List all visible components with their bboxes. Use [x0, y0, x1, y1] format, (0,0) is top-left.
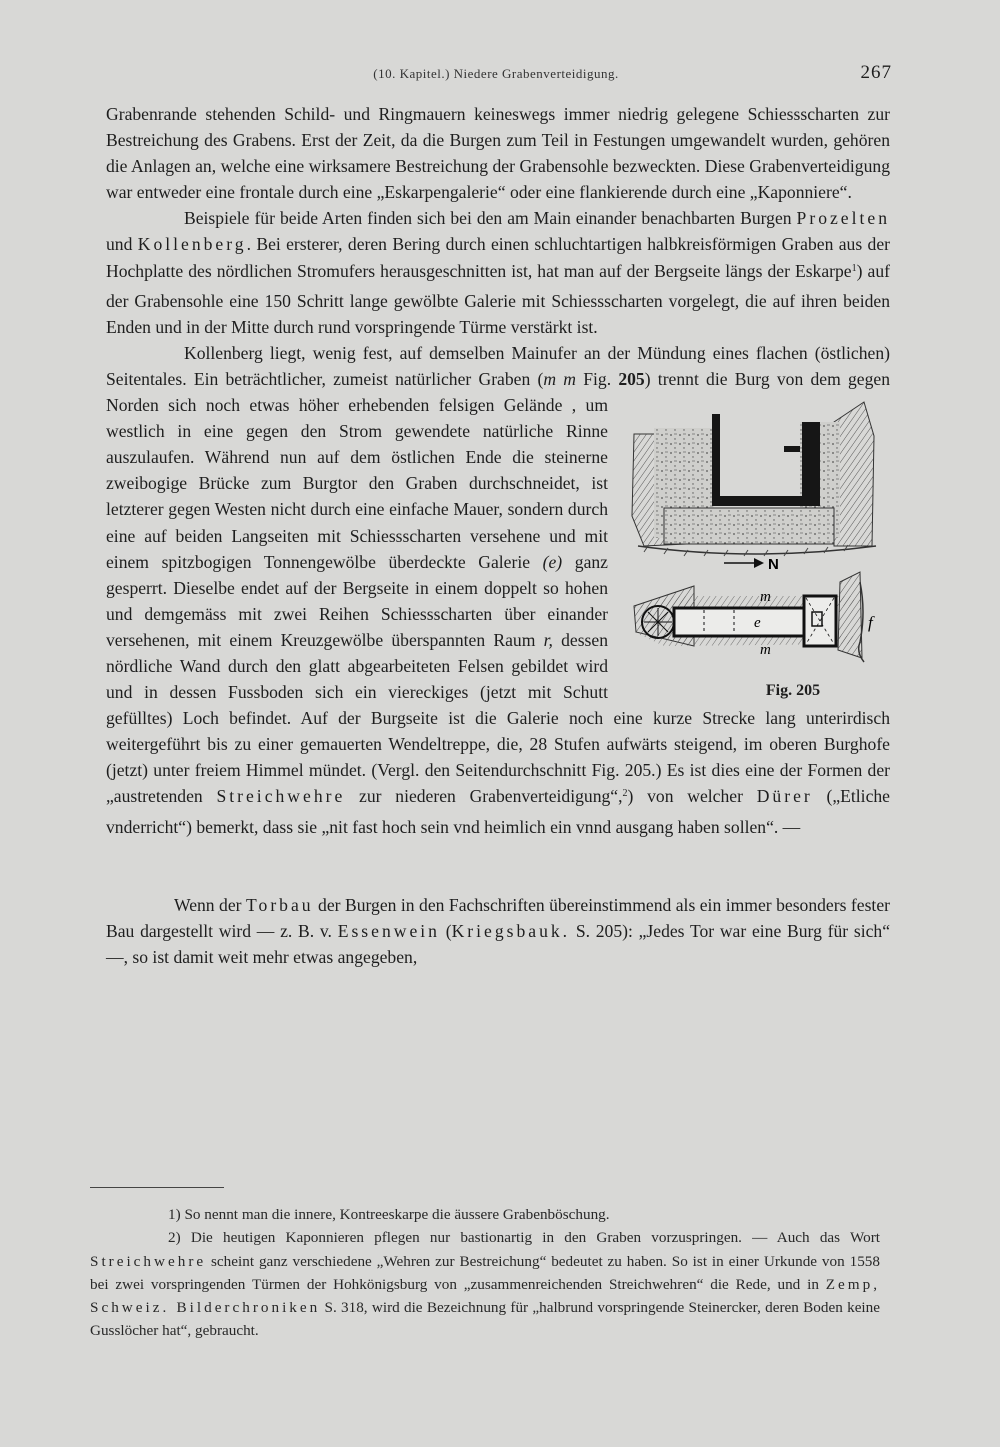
name-kollenberg: Kollenberg — [137, 234, 247, 255]
paragraph-1: Grabenrande stehenden Schild- und Ringmauern keineswegs immer niedrig gelegene Schiessscharten zur Bestreichung des Grabens. Erst der Zeit, da die Burgen zum Teil in Festungen umgewandelt wurden, gehören die Anlagen an, welche eine wirksamere Bestreichung der Grabensohle bezweckten. Diese Grabenverteidigung war entweder eine frontale durch eine „Eskarpengalerie“ oder eine flankierende durch eine „Kaponniere“. — [106, 104, 890, 203]
footnote-2: 2) Die heutigen Kaponnieren pflegen nur bastionartig in den Graben vorzuspringen. — Auch das Wort Streichwehre scheint ganz verschiedene „Wehren zur Bestreichung“ bedeutet zu haben. So ist in einer Urkunde von 1558 bei zwei vorspringenden Türmen der Hohkönigsburg von „zusammenreichenden Streichwehren“ die Rede, und in Zemp, Schweiz. Bilderchroniken S. 318, wird die Bezeichnung für „halbrund vorspringende Steinercker, deren Boden keine Gusslöcher hat“, gebraucht. — [90, 1229, 880, 1340]
name-durer: Dürer — [756, 786, 813, 807]
label-e: e — [754, 615, 761, 632]
name-essenwein: Essenwein — [337, 920, 440, 941]
north-label: N — [768, 556, 779, 574]
paragraph-3: Kollenberg liegt, wenig fest, auf demselben Mainufer an der Mündung eines flachen (östlichen) Seitentales. Ein beträchtlicher, zumeist natürlicher Graben (m m Fig. 205) trennt die Burg von dem gegen Norden sich noch etwas höher erhebenden felsigen Gelände N m e m f Fig. 205 , um westlich in eine gegen den Strom gewendete natürliche Rinne auszulaufen. Während nun auf dem östlichen Ende die steinerne zweibogige Brücke zum Burgtor den Graben durchschneidet, ist letzterer gegen Westen nicht durch eine einfache Mauer, sondern durch eine auf beiden Langseiten mit Schiessscharten versehene und mit einem spitzbogigen Tonnengewölbe überdeckte Galerie (e) ganz gesperrt. Dieselbe endet auf der Bergseite in einem doppelt so hohen und demgemäss mit zwei Reihen Schiessscharten über einander versehenen, mit einem Kreuzgewölbe überspannten Raum r, dessen nördliche Wand durch den glatt abgearbeiteten Felsen gebildet wird und in dessen Fussboden sich ein viereckiges (jetzt mit Schutt gefülltes) Loch befindet. Auf der Burgseite ist die Galerie noch eine kurze Strecke lang unterirdisch weitergeführt bis zu einer gemauerten Wendeltreppe, die, 28 Stufen aufwärts steigend, im oberen Burghofe (jetzt) unter freiem Himmel mündet. (Vergl. den Seitendurchschnitt Fig. 205.) Es ist dies eine der Formen der „austretenden Streichwehre zur niederen Grabenverteidigung“,$^2$) von welcher Dürer („Etliche vnderricht“) bemerkt, dass sie „nit fast hoch sein vnd heimlich ein vnnd ausgang haben sollen“. — — [106, 340, 890, 840]
section-view — [632, 402, 876, 556]
label-m-top: m — [760, 589, 771, 606]
footnote-ref-2: 2 — [622, 788, 628, 800]
page-number: 267 — [860, 62, 892, 83]
figure-caption: Fig. 205 — [765, 682, 821, 700]
term-torbau: Torbau — [246, 894, 314, 915]
footnote-rule — [90, 1187, 224, 1188]
main-text — [106, 101, 890, 970]
label-m-bottom: m — [760, 642, 771, 659]
name-prozelten: Prozelten — [796, 208, 890, 229]
plan-view — [634, 572, 875, 662]
label-f: f — [868, 613, 873, 633]
paragraph-4: Wenn der Torbau der Burgen in den Fachschriften übereinstimmend als ein immer besonders fester Bau dargestellt wird — z. B. v. Essenwein (Kriegsbauk. S. 205): „Jedes Tor war eine Burg für sich“ —, so ist damit weit mehr etwas angegeben, — [106, 894, 891, 967]
footnote-1: 1) So nennt man die innere, Kontreeskarpe die äussere Grabenböschung. — [168, 1206, 610, 1223]
figure-ref: 205 — [618, 368, 645, 389]
running-head: (10. Kapitel.) Niedere Grabenverteidigung. — [373, 66, 619, 81]
north-arrow — [724, 556, 779, 573]
footnote-ref-1: 1 — [851, 262, 857, 274]
footnotes — [90, 1203, 880, 1343]
page-header — [100, 62, 892, 86]
paragraph-2: Beispiele für beide Arten finden sich bei den am Main einander benachbarten Burgen Prozelten und Kollenberg. Bei ersterer, deren Bering durch einen schluchtartigen halbkreisförmigen Graben aus der Hochplatte des nördlichen Stromufers herausgeschnitten ist, hat man auf der Bergseite längs der Eskarpe$^1$) auf der Grabensohle eine 150 Schritt lange gewölbte Galerie mit Schiessscharten vorgelegt, die auf ihren beiden Enden und in der Mitte durch rund vorspringende Türme verstärkt ist. — [106, 208, 890, 337]
figure-205 — [624, 396, 896, 701]
term-streichwehre: Streichwehre — [216, 786, 346, 807]
figure-205-drawing — [624, 396, 896, 701]
